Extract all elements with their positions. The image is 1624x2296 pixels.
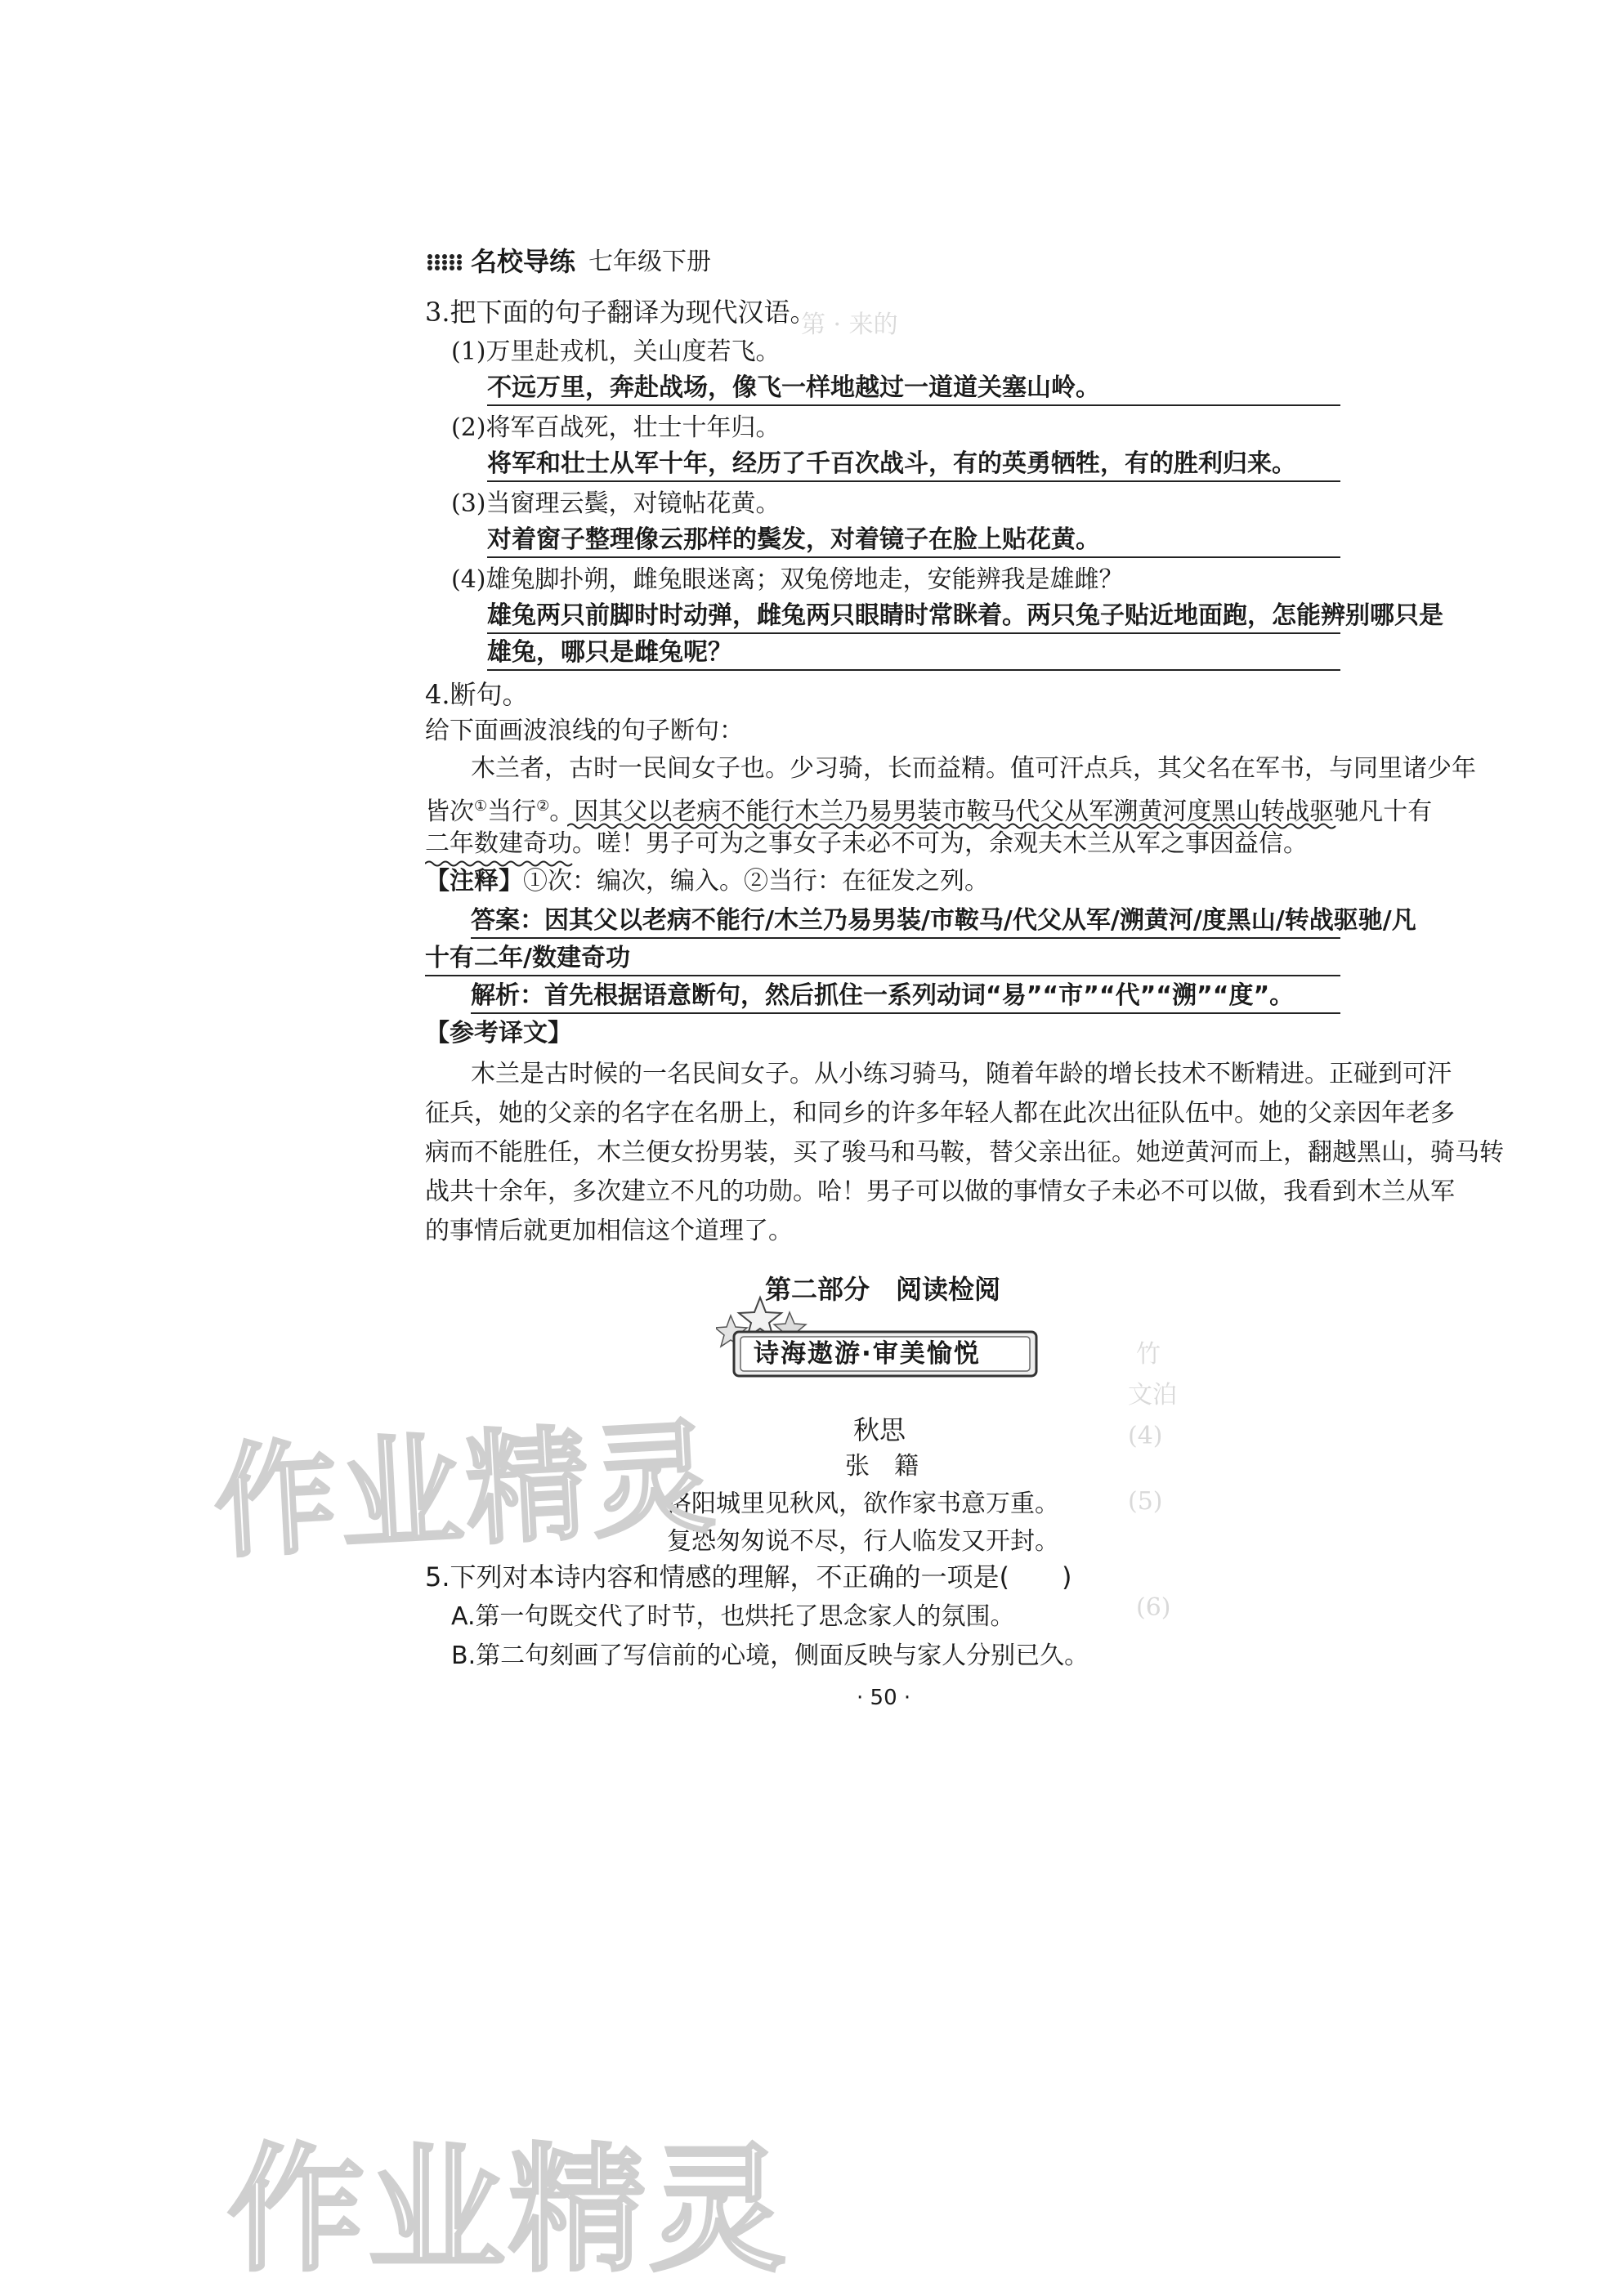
q3-item2-answer: 将军和壮士从军十年，经历了千百次战斗，有的英勇牺牲，有的胜利归来。: [487, 449, 1296, 478]
q4-passage-rest: 。嗟！男子可为之事女子未必不可为，余观夫木兰从军之事因益信。: [572, 829, 1308, 858]
reference-translation-line: 木兰是古时候的一名民间女子。从小练习骑马，随着年龄的增长技术不断精进。正碰到可汗: [471, 1060, 1452, 1088]
q4-wavy-sentence-part2: 二年数建奇功: [425, 829, 572, 858]
page-number: · 50 ·: [857, 1686, 911, 1710]
q4-passage-line1: 木兰者，古时一民间女子也。少习骑，长而益精。值可汗点兵，其父名在军书，与同里诸少年: [471, 754, 1476, 783]
bleed-through-text: (4): [1128, 1422, 1163, 1450]
q3-item3-answer: 对着窗子整理像云那样的鬓发，对着镜子在脸上贴花黄。: [487, 525, 1100, 554]
bleed-through-text: 竹: [1136, 1340, 1161, 1369]
q3-item1-question: (1)万里赴戎机，关山度若飞。: [451, 337, 781, 366]
q3-item4-answer-line1: 雄兔两只前脚时时动弹，雌兔两只眼睛时常眯着。两只兔子贴近地面跑，怎能辨别哪只是: [487, 601, 1443, 630]
poem-author: 张 籍: [845, 1452, 919, 1481]
header-grade: 七年级下册: [588, 248, 711, 276]
q3-item3-question: (3)当窗理云鬓，对镜帖花黄。: [451, 489, 781, 518]
header-brand: 名校导练: [471, 246, 576, 277]
bleed-through-text: (5): [1128, 1487, 1163, 1516]
poem-line1: 洛阳城里见秋风，欲作家书意万重。: [667, 1490, 1059, 1518]
q4-analysis: 解析：首先根据语意断句，然后抓住一系列动词“易”“市”“代”“溯”“度”。: [471, 981, 1295, 1010]
footnote-marker-1: ①: [474, 797, 488, 815]
reference-translation-line: 病而不能胜任，木兰便女扮男装，买了骏马和马鞍，替父亲出征。她逆黄河而上，翻越黑山，骑马转: [425, 1138, 1504, 1167]
q3-item2-question: (2)将军百战死，壮士十年归。: [451, 413, 781, 442]
bleed-through-text: 文泊: [1128, 1381, 1177, 1409]
q3-item1-answer: 不远万里，奔赴战场，像飞一样地越过一道道关塞山岭。: [487, 373, 1100, 402]
q4-passage-mid: 当行: [487, 797, 537, 826]
poem-title: 秋思: [853, 1414, 906, 1445]
bleed-through-text: (6): [1136, 1593, 1171, 1622]
reference-translation-label: 【参考译文】: [425, 1019, 572, 1047]
poem-line2: 复恐匆匆说不尽，行人临发又开封。: [667, 1527, 1059, 1556]
q4-title: 4.断句。: [425, 679, 529, 710]
q4-passage-prefix: 皆次: [425, 797, 474, 826]
watermark: 作业精灵: [210, 1406, 722, 1576]
answer-underline: [487, 480, 1340, 482]
bleed-through-text: 第 · 来的: [801, 310, 898, 339]
q3-item4-question: (4)雄兔脚扑朔，雌兔眼迷离；双兔傍地走，安能辨我是雄雌？: [451, 565, 1124, 594]
reference-translation-line: 战共十余年，多次建立不凡的功勋。哈！男子可以做的事情女子未必不可以做，我看到木兰从军: [425, 1177, 1455, 1206]
q4-note: [425, 866, 989, 897]
answer-underline: [487, 632, 1340, 634]
q5-stem: 5.下列对本诗内容和情感的理解，不正确的一项是( ): [425, 1561, 1072, 1592]
footnote-marker-2: ②: [536, 797, 550, 815]
answer-underline: [425, 975, 1340, 976]
answer-underline: [471, 1012, 1340, 1014]
q4-wavy-sentence-part1: 。因其父以老病不能行木兰乃易男装市鞍马代父从军溯黄河度黑山转战驱驰凡十有: [549, 797, 1433, 826]
part2-title: 第二部分 阅读检阅: [765, 1274, 1001, 1305]
reference-translation-line: 征兵，她的父亲的名字在名册上，和同乡的许多年轻人都在此次出征队伍中。她的父亲因年老多: [425, 1099, 1455, 1128]
q5-option-a: A.第一句既交代了时节，也烘托了思念家人的氛围。: [451, 1602, 1015, 1631]
reference-translation-line: 的事情后就更加相信这个道理了。: [425, 1217, 793, 1245]
answer-underline: [487, 669, 1340, 671]
note-text: ①次：编次，编入。②当行：在征发之列。: [523, 867, 989, 896]
section-banner-text: 诗海遨游·审美愉悦: [754, 1339, 981, 1369]
q4-answer-line1: 答案：因其父以老病不能行/木兰乃易男装/市鞍马/代父从军/溯黄河/度黑山/转战驱驰/凡: [471, 906, 1416, 935]
answer-underline: [487, 404, 1340, 406]
answer-underline: [487, 556, 1340, 558]
q5-option-b: B.第二句刻画了写信前的心境，侧面反映与家人分别已久。: [451, 1642, 1089, 1670]
q4-passage-line3: [425, 829, 1308, 860]
q3-title: 3.把下面的句子翻译为现代汉语。: [425, 297, 816, 328]
q4-answer-line2: 十有二年/数建奇功: [425, 944, 630, 972]
watermark: 作业精灵: [227, 2130, 790, 2290]
q4-instruction: 给下面画波浪线的句子断句：: [425, 717, 744, 745]
answer-underline: [471, 937, 1340, 939]
q3-item4-answer-line2: 雄兔，哪只是雌兔呢？: [487, 638, 732, 667]
note-label: 【注释】: [425, 867, 523, 896]
header-dots-icon: [427, 253, 463, 271]
